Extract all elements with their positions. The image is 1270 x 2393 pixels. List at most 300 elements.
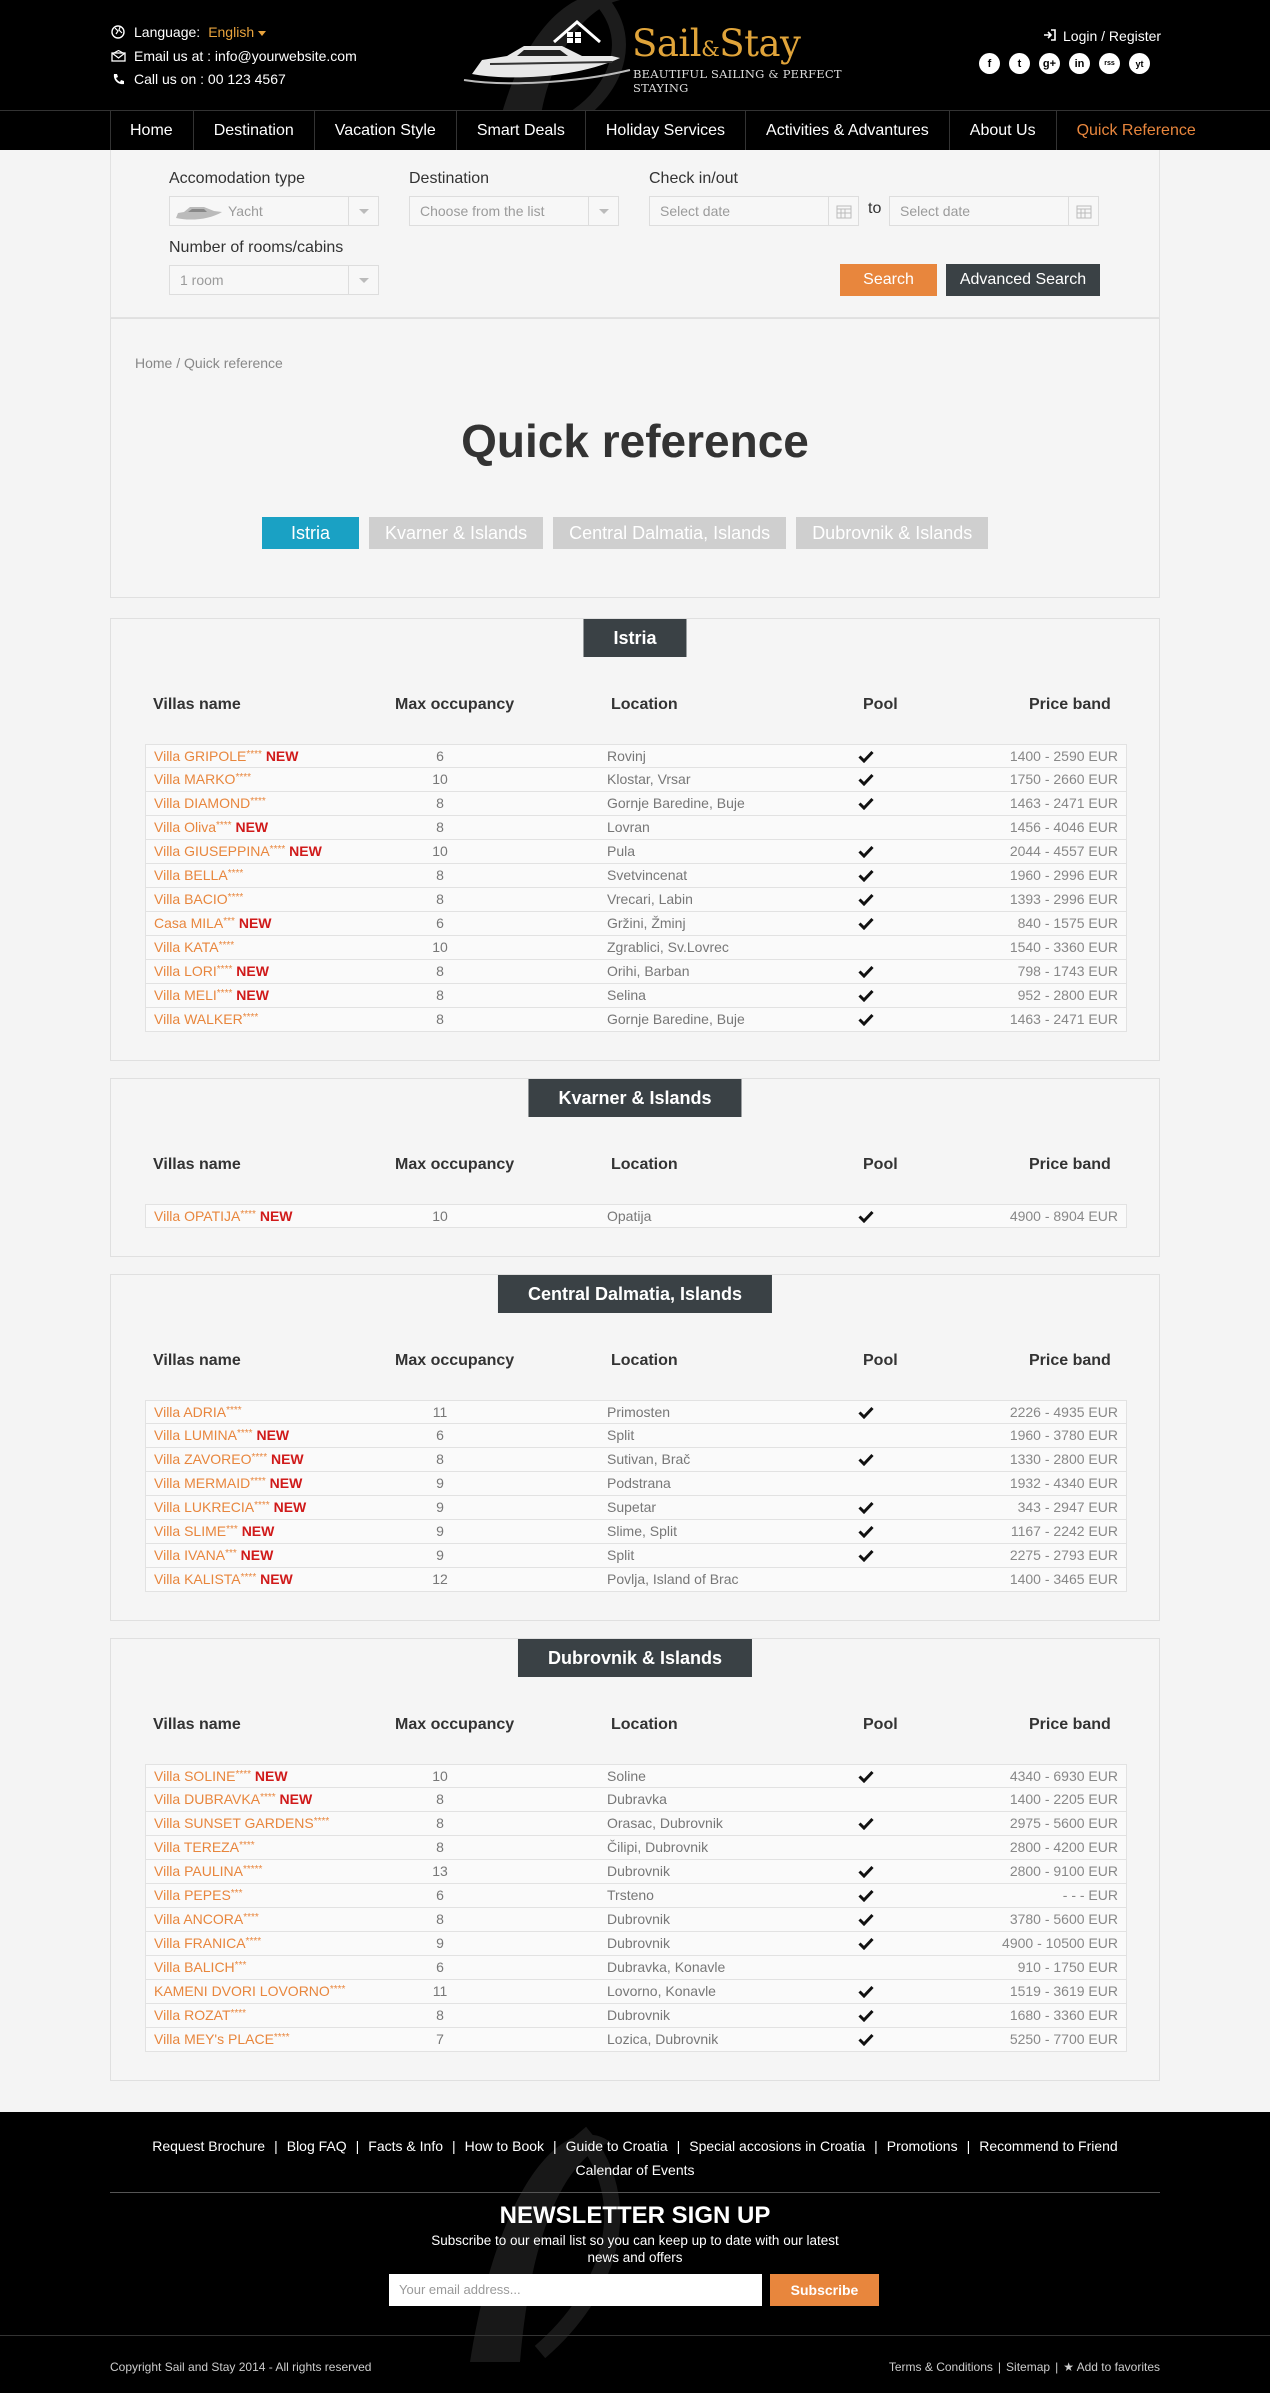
max-occupancy: 11 bbox=[432, 1983, 448, 1999]
section-title: Istria bbox=[583, 619, 686, 657]
table-row bbox=[145, 864, 1127, 888]
table-row bbox=[145, 1496, 1127, 1520]
max-occupancy: 6 bbox=[436, 915, 444, 931]
table-row bbox=[145, 1836, 1127, 1860]
star-rating: **** bbox=[227, 868, 244, 879]
price-band: 952 - 2800 EUR bbox=[1017, 987, 1118, 1003]
new-badge: NEW bbox=[236, 963, 269, 979]
villa-name-cell bbox=[154, 2028, 289, 2051]
tab-central-dalmatia[interactable]: Central Dalmatia, Islands bbox=[553, 517, 786, 549]
location: Trsteno bbox=[607, 1887, 654, 1903]
location: Čilipi, Dubrovnik bbox=[607, 1839, 709, 1855]
column-header-location: Location bbox=[611, 1352, 678, 1369]
linkedin-icon[interactable]: in bbox=[1069, 53, 1090, 74]
villa-name-cell bbox=[154, 1205, 293, 1228]
language-selector[interactable] bbox=[110, 24, 266, 40]
page-title: Quick reference bbox=[461, 415, 809, 467]
table-row bbox=[145, 768, 1127, 792]
villa-name-cell bbox=[154, 1544, 273, 1567]
region-section-kvarner-islands bbox=[110, 1078, 1160, 1257]
star-rating: **** bbox=[251, 1452, 268, 1463]
dropdown-arrow-icon bbox=[348, 266, 378, 294]
location: Zgrablici, Sv.Lovrec bbox=[607, 939, 729, 955]
villa-name-link[interactable]: Villa MELI bbox=[154, 987, 217, 1003]
star-rating: *** bbox=[230, 1888, 243, 1899]
star-rating: **** bbox=[254, 1500, 270, 1511]
villa-name-cell bbox=[154, 1908, 259, 1931]
destination-label: Destination bbox=[409, 170, 490, 187]
pool-check-icon bbox=[858, 864, 874, 889]
star-rating: **** bbox=[243, 1912, 259, 1923]
google-plus-icon[interactable]: g+ bbox=[1039, 53, 1060, 74]
villa-name-link[interactable]: KAMENI DVORI LOVORNO bbox=[154, 1983, 330, 1999]
max-occupancy: 8 bbox=[436, 1791, 444, 1807]
star-rating: **** bbox=[240, 1209, 256, 1220]
pool-check-icon bbox=[858, 1812, 874, 1837]
login-register-link[interactable] bbox=[1043, 28, 1161, 44]
price-band: 1330 - 2800 EUR bbox=[1009, 1451, 1118, 1467]
region-section-dubrovnik-islands bbox=[110, 1638, 1160, 2081]
advanced-search-button[interactable]: Advanced Search bbox=[946, 264, 1100, 296]
villa-name-cell bbox=[154, 1008, 258, 1031]
star-rating: **** bbox=[235, 772, 252, 783]
new-badge: NEW bbox=[256, 1427, 290, 1443]
footer-link-calendar-of-events[interactable]: Calendar of Events bbox=[575, 2162, 695, 2178]
villa-name-cell bbox=[154, 1496, 306, 1519]
table-row bbox=[145, 1860, 1127, 1884]
nav-item-activities[interactable]: Activities & Advantures bbox=[745, 111, 949, 150]
link-separator: | bbox=[1055, 2360, 1059, 2374]
phone-icon bbox=[110, 71, 126, 87]
villa-name-link[interactable]: Villa MARKO bbox=[154, 771, 236, 787]
footer-link-special-accosions-in-croatia[interactable]: Special accosions in Croatia bbox=[689, 2138, 866, 2154]
new-badge: NEW bbox=[236, 987, 269, 1003]
location: Lovran bbox=[607, 819, 650, 835]
table-row bbox=[145, 1204, 1127, 1228]
villa-name-link[interactable]: Villa ADRIA bbox=[154, 1404, 227, 1420]
villa-name-link[interactable]: Villa FRANICA bbox=[154, 1935, 246, 1951]
new-badge: NEW bbox=[269, 1475, 303, 1491]
max-occupancy: 13 bbox=[432, 1863, 448, 1879]
price-band: 1400 - 2590 EUR bbox=[1009, 748, 1118, 764]
location: Opatija bbox=[607, 1208, 652, 1224]
location: Supetar bbox=[607, 1499, 657, 1515]
villa-name-cell bbox=[154, 1448, 304, 1471]
table-row bbox=[145, 2004, 1127, 2028]
price-band: 3780 - 5600 EUR bbox=[1009, 1911, 1118, 1927]
max-occupancy: 9 bbox=[436, 1547, 444, 1563]
villa-name-link[interactable]: Villa DUBRAVKA bbox=[154, 1791, 261, 1807]
breadcrumb[interactable]: Home / Quick reference bbox=[135, 355, 283, 371]
language-label: Language: bbox=[134, 24, 201, 40]
pool-check-icon bbox=[858, 2028, 874, 2053]
column-header-pool: Pool bbox=[863, 696, 898, 713]
villa-name-cell bbox=[154, 1836, 255, 1859]
max-occupancy: 8 bbox=[436, 987, 444, 1003]
pool-check-icon bbox=[858, 2004, 874, 2029]
table-row bbox=[145, 2028, 1127, 2052]
facebook-icon[interactable]: f bbox=[979, 53, 1000, 74]
location: Dubravka, Konavle bbox=[607, 1959, 726, 1975]
villa-name-link[interactable]: Villa BACIO bbox=[154, 891, 228, 907]
table-row bbox=[145, 1884, 1127, 1908]
login-text[interactable]: Login / Register bbox=[1063, 28, 1162, 44]
location: Podstrana bbox=[607, 1475, 671, 1491]
villa-name-cell bbox=[154, 1520, 274, 1543]
column-header-location: Location bbox=[611, 1716, 678, 1733]
table-row bbox=[145, 1568, 1127, 1592]
villa-table bbox=[145, 1764, 1127, 2052]
max-occupancy: 8 bbox=[436, 963, 444, 979]
location: Vrecari, Labin bbox=[607, 891, 693, 907]
tab-dubrovnik[interactable]: Dubrovnik & Islands bbox=[796, 517, 988, 549]
villa-name-link[interactable]: Villa GRIPOLE bbox=[154, 748, 247, 764]
region-tabs bbox=[262, 517, 988, 549]
calendar-icon[interactable] bbox=[828, 197, 858, 225]
price-band: 1680 - 3360 EUR bbox=[1009, 2007, 1118, 2023]
site-logo[interactable] bbox=[462, 10, 882, 95]
new-badge: NEW bbox=[254, 1768, 288, 1784]
footer-bottom-links bbox=[889, 2360, 1160, 2374]
villa-name-link[interactable]: Villa TEREZA bbox=[154, 1839, 240, 1855]
star-rating: **** bbox=[242, 1012, 259, 1023]
new-badge: NEW bbox=[260, 1571, 293, 1587]
star-rating: **** bbox=[235, 1769, 252, 1780]
accommodation-value: Yacht bbox=[228, 203, 263, 219]
nav-item-about-us[interactable]: About Us bbox=[949, 111, 1056, 150]
nav-item-quick-reference[interactable]: Quick Reference bbox=[1056, 111, 1216, 150]
villa-name-link[interactable]: Casa MILA bbox=[154, 915, 224, 931]
price-band: 1960 - 2996 EUR bbox=[1009, 867, 1118, 883]
sign-in-icon bbox=[1043, 28, 1056, 44]
footer-link-recommend-to-friend[interactable]: Recommend to Friend bbox=[979, 2138, 1118, 2154]
phone-text: Call us on : 00 123 4567 bbox=[134, 71, 286, 87]
price-band: 1932 - 4340 EUR bbox=[1009, 1475, 1118, 1491]
villa-name-link[interactable]: Villa PAULINA bbox=[154, 1863, 243, 1879]
page-header-box bbox=[110, 318, 1160, 598]
villa-name-link[interactable]: Villa PEPES bbox=[154, 1887, 231, 1903]
location: Klostar, Vrsar bbox=[607, 771, 691, 787]
newsletter-description: Subscribe to our email list so you can keep up to date with our latest news and offers bbox=[431, 2233, 839, 2265]
villa-name-link[interactable]: Villa SLIME bbox=[154, 1523, 227, 1539]
new-badge: NEW bbox=[265, 748, 299, 764]
section-title: Kvarner & Islands bbox=[528, 1079, 741, 1117]
villa-name-cell bbox=[154, 768, 251, 791]
price-band: 1400 - 3465 EUR bbox=[1009, 1571, 1118, 1587]
footer-link-promotions[interactable]: Promotions bbox=[886, 2138, 958, 2154]
dropdown-arrow-icon bbox=[348, 197, 378, 225]
language-value[interactable]: English bbox=[208, 24, 266, 40]
column-header-occupancy: Max occupancy bbox=[395, 1156, 515, 1173]
max-occupancy: 10 bbox=[432, 1208, 448, 1224]
email-text[interactable]: Email us at : info@yourwebsite.com bbox=[134, 48, 357, 64]
link-separator: | bbox=[997, 2360, 1002, 2374]
pool-check-icon bbox=[858, 1496, 874, 1521]
pool-check-icon bbox=[858, 1008, 874, 1033]
villa-name-cell bbox=[154, 1568, 293, 1591]
max-occupancy: 8 bbox=[436, 891, 444, 907]
pool-check-icon bbox=[858, 840, 874, 865]
table-row bbox=[145, 912, 1127, 936]
pool-check-icon bbox=[858, 1860, 874, 1885]
logo-tagline: BEAUTIFUL SAILING & PERFECT STAYING bbox=[633, 67, 842, 95]
footer-link-facts-info[interactable]: Facts & Info bbox=[368, 2138, 443, 2154]
price-band: 2975 - 5600 EUR bbox=[1009, 1815, 1118, 1831]
dropdown-arrow-icon bbox=[588, 197, 618, 225]
to-label: to bbox=[868, 200, 882, 217]
location: Slime, Split bbox=[607, 1523, 678, 1539]
star-rating: **** bbox=[269, 844, 286, 855]
search-button[interactable]: Search bbox=[840, 264, 937, 296]
table-row bbox=[145, 1788, 1127, 1812]
location: Rovinj bbox=[607, 748, 646, 764]
star-rating: **** bbox=[250, 796, 266, 807]
footer-links bbox=[110, 2134, 1160, 2182]
link-separator: | bbox=[452, 2138, 456, 2154]
nav-item-holiday-services[interactable]: Holiday Services bbox=[585, 111, 745, 150]
price-band: 2226 - 4935 EUR bbox=[1009, 1404, 1118, 1420]
location: Primosten bbox=[607, 1404, 671, 1420]
column-header-occupancy: Max occupancy bbox=[395, 1716, 515, 1733]
new-badge: NEW bbox=[279, 1791, 313, 1807]
rooms-select[interactable] bbox=[169, 265, 379, 295]
villa-name-link[interactable]: Villa BELLA bbox=[154, 867, 228, 883]
villa-name-link[interactable]: Villa ROZAT bbox=[154, 2007, 231, 2023]
table-row bbox=[145, 1424, 1127, 1448]
price-band: 2044 - 4557 EUR bbox=[1009, 843, 1118, 859]
villa-name-link[interactable]: Villa ANCORA bbox=[154, 1911, 244, 1927]
check-in-out-label: Check in/out bbox=[649, 170, 738, 187]
villa-name-cell bbox=[154, 1812, 329, 1835]
copyright: Copyright Sail and Stay 2014 - All rights reserved bbox=[110, 2360, 372, 2374]
villa-table bbox=[145, 1204, 1127, 1228]
villa-name-cell bbox=[154, 888, 243, 911]
star-rating: *** bbox=[226, 1524, 238, 1535]
max-occupancy: 8 bbox=[436, 1911, 444, 1927]
villa-name-link[interactable]: Villa GIUSEPPINA bbox=[154, 843, 270, 859]
column-header-price: Price band bbox=[1029, 1352, 1111, 1369]
star-rating: **** bbox=[240, 1572, 257, 1583]
location: Gržini, Žminj bbox=[607, 915, 686, 931]
villa-name-link[interactable]: Villa ZAVOREO bbox=[154, 1451, 252, 1467]
max-occupancy: 6 bbox=[436, 1959, 444, 1975]
footer-link-request-brochure[interactable]: Request Brochure bbox=[152, 2138, 266, 2154]
globe-icon bbox=[110, 24, 126, 40]
villa-name-link[interactable]: Villa SUNSET GARDENS bbox=[154, 1815, 314, 1831]
star-rating: **** bbox=[246, 749, 262, 760]
villa-name-cell bbox=[154, 864, 243, 887]
price-band: 2800 - 9100 EUR bbox=[1009, 1863, 1118, 1879]
newsletter-title: NEWSLETTER SIGN UP bbox=[499, 2202, 771, 2229]
email-contact bbox=[110, 48, 357, 64]
villa-name-cell bbox=[154, 840, 322, 863]
price-band: 1400 - 2205 EUR bbox=[1009, 1791, 1118, 1807]
table-row bbox=[145, 1980, 1127, 2004]
new-badge: NEW bbox=[241, 1523, 275, 1539]
subscribe-button[interactable]: Subscribe bbox=[770, 2274, 879, 2306]
youtube-icon[interactable]: yt bbox=[1129, 53, 1150, 74]
section-title: Central Dalmatia, Islands bbox=[498, 1275, 772, 1313]
check-in-date-input[interactable] bbox=[649, 196, 859, 226]
max-occupancy: 6 bbox=[436, 748, 444, 764]
location: Dubrovnik bbox=[607, 1911, 671, 1927]
link-separator: | bbox=[274, 2138, 278, 2154]
star-rating: *** bbox=[225, 1548, 237, 1559]
villa-table bbox=[145, 1400, 1127, 1592]
pool-check-icon bbox=[858, 1448, 874, 1473]
tab-istria[interactable]: Istria bbox=[262, 517, 359, 549]
villa-name-cell bbox=[154, 912, 272, 935]
location: Orasac, Dubrovnik bbox=[607, 1815, 723, 1831]
price-band: 4340 - 6930 EUR bbox=[1009, 1768, 1118, 1784]
footer-bottom-link-terms-conditions[interactable]: Terms & Conditions bbox=[888, 2360, 993, 2374]
nav-item-destination[interactable]: Destination bbox=[193, 111, 314, 150]
villa-name-cell bbox=[154, 1401, 242, 1424]
column-header-pool: Pool bbox=[863, 1156, 898, 1173]
villa-name-link[interactable]: Villa KATA bbox=[154, 939, 219, 955]
villa-name-link[interactable]: Villa LUKRECIA bbox=[154, 1499, 255, 1515]
footer-link-guide-to-croatia[interactable]: Guide to Croatia bbox=[565, 2138, 668, 2154]
column-header-pool: Pool bbox=[863, 1352, 898, 1369]
new-badge: NEW bbox=[289, 843, 322, 859]
check-in-value: Select date bbox=[660, 203, 731, 219]
twitter-icon[interactable]: t bbox=[1009, 53, 1030, 74]
villa-name-link[interactable]: Villa SOLINE bbox=[154, 1768, 236, 1784]
price-band: 1540 - 3360 EUR bbox=[1009, 939, 1118, 955]
accommodation-label: Accomodation type bbox=[169, 170, 306, 187]
nav-item-vacation-style[interactable]: Vacation Style bbox=[314, 111, 456, 150]
max-occupancy: 8 bbox=[436, 2007, 444, 2023]
location: Povlja, Island of Brac bbox=[607, 1571, 739, 1587]
new-badge: NEW bbox=[259, 1208, 293, 1224]
pool-check-icon bbox=[858, 745, 874, 770]
villa-name-link[interactable]: Villa LUMINA bbox=[154, 1427, 237, 1443]
villa-name-link[interactable]: Villa IVANA bbox=[154, 1547, 226, 1563]
max-occupancy: 8 bbox=[436, 795, 444, 811]
villa-table bbox=[145, 744, 1127, 1032]
social-icons bbox=[979, 53, 1150, 74]
table-row bbox=[145, 1764, 1127, 1788]
region-section-istria bbox=[110, 618, 1160, 1061]
pool-check-icon bbox=[858, 1401, 874, 1426]
location: Dubravka bbox=[607, 1791, 667, 1807]
footer-bottom-link-add-to-favorites[interactable]: ★ Add to favorites bbox=[1063, 2360, 1160, 2374]
footer-divider bbox=[0, 2335, 1270, 2336]
location: Orihi, Barban bbox=[607, 963, 690, 979]
star-rating: **** bbox=[216, 820, 232, 831]
section-title: Dubrovnik & Islands bbox=[518, 1639, 752, 1677]
location: Selina bbox=[607, 987, 646, 1003]
footer-link-how-to-book[interactable]: How to Book bbox=[464, 2138, 545, 2154]
price-band: 2275 - 2793 EUR bbox=[1009, 1547, 1118, 1563]
star-rating: **** bbox=[260, 1792, 276, 1803]
villa-name-link[interactable]: Villa LORI bbox=[154, 963, 217, 979]
pool-check-icon bbox=[858, 1932, 874, 1957]
villa-name-link[interactable]: Villa OPATIJA bbox=[154, 1208, 241, 1224]
column-header-location: Location bbox=[611, 696, 678, 713]
footer-link-blog-faq[interactable]: Blog FAQ bbox=[286, 2138, 347, 2154]
star-rating: *** bbox=[234, 1960, 247, 1971]
check-out-date-input[interactable] bbox=[889, 196, 1099, 226]
price-band: 1960 - 3780 EUR bbox=[1009, 1427, 1118, 1443]
table-row bbox=[145, 984, 1127, 1008]
star-rating: **** bbox=[218, 940, 235, 951]
price-band: 1463 - 2471 EUR bbox=[1009, 1011, 1118, 1027]
villa-name-link[interactable]: Villa WALKER bbox=[154, 1011, 243, 1027]
villa-name-cell bbox=[154, 792, 266, 815]
phone-contact bbox=[110, 71, 286, 87]
villa-name-cell bbox=[154, 1884, 242, 1907]
villa-name-cell bbox=[154, 745, 298, 768]
star-rating: *** bbox=[223, 916, 235, 927]
villa-name-cell bbox=[154, 1472, 302, 1495]
column-header-occupancy: Max occupancy bbox=[395, 1352, 515, 1369]
table-row bbox=[145, 1544, 1127, 1568]
site-footer bbox=[0, 2112, 1270, 2393]
destination-select[interactable] bbox=[409, 196, 619, 226]
villa-name-link[interactable]: Villa MEY's PLACE bbox=[154, 2031, 274, 2047]
table-row bbox=[145, 744, 1127, 768]
table-row bbox=[145, 936, 1127, 960]
table-row bbox=[145, 960, 1127, 984]
location: Gornje Baredine, Buje bbox=[607, 795, 745, 811]
nav-item-home[interactable]: Home bbox=[110, 111, 193, 150]
max-occupancy: 11 bbox=[432, 1404, 448, 1420]
price-band: 343 - 2947 EUR bbox=[1017, 1499, 1118, 1515]
max-occupancy: 10 bbox=[432, 1768, 448, 1784]
rss-icon[interactable]: rss bbox=[1099, 53, 1120, 74]
calendar-icon[interactable] bbox=[1068, 197, 1098, 225]
location: Gornje Baredine, Buje bbox=[607, 1011, 745, 1027]
link-separator: | bbox=[553, 2138, 557, 2154]
star-rating: **** bbox=[329, 1984, 346, 1995]
max-occupancy: 10 bbox=[432, 843, 448, 859]
nav-item-smart-deals[interactable]: Smart Deals bbox=[456, 111, 585, 150]
price-band: 1393 - 2996 EUR bbox=[1009, 891, 1118, 907]
table-row bbox=[145, 816, 1127, 840]
max-occupancy: 8 bbox=[436, 1011, 444, 1027]
table-row bbox=[145, 1400, 1127, 1424]
star-rating: **** bbox=[245, 1936, 262, 1947]
max-occupancy: 9 bbox=[436, 1499, 444, 1515]
villa-name-link[interactable]: Villa MERMAID bbox=[154, 1475, 251, 1491]
villa-name-cell bbox=[154, 1424, 289, 1447]
new-badge: NEW bbox=[238, 915, 272, 931]
footer-bottom-link-sitemap[interactable]: Sitemap bbox=[1006, 2360, 1051, 2374]
accommodation-select[interactable] bbox=[169, 196, 379, 226]
villa-name-link[interactable]: Villa KALISTA bbox=[154, 1571, 241, 1587]
table-row bbox=[145, 1472, 1127, 1496]
villa-name-link[interactable]: Villa DIAMOND bbox=[154, 795, 251, 811]
max-occupancy: 9 bbox=[436, 1475, 444, 1491]
new-badge: NEW bbox=[273, 1499, 307, 1515]
location: Soline bbox=[607, 1768, 646, 1784]
villa-name-link[interactable]: Villa BALICH bbox=[154, 1959, 235, 1975]
pool-check-icon bbox=[858, 888, 874, 913]
caret-down-icon bbox=[258, 31, 266, 36]
villa-name-cell bbox=[154, 984, 269, 1007]
link-separator: | bbox=[874, 2138, 878, 2154]
star-rating: **** bbox=[237, 1428, 253, 1439]
max-occupancy: 10 bbox=[432, 939, 448, 955]
tab-kvarner[interactable]: Kvarner & Islands bbox=[369, 517, 543, 549]
logo-name: Sail&Stay bbox=[632, 22, 801, 65]
villa-name-cell bbox=[154, 1980, 345, 2003]
villa-name-link[interactable]: Villa Oliva bbox=[154, 819, 216, 835]
pool-check-icon bbox=[858, 792, 874, 817]
newsletter-email-input[interactable]: Your email address... bbox=[389, 2274, 762, 2306]
max-occupancy: 6 bbox=[436, 1427, 444, 1443]
